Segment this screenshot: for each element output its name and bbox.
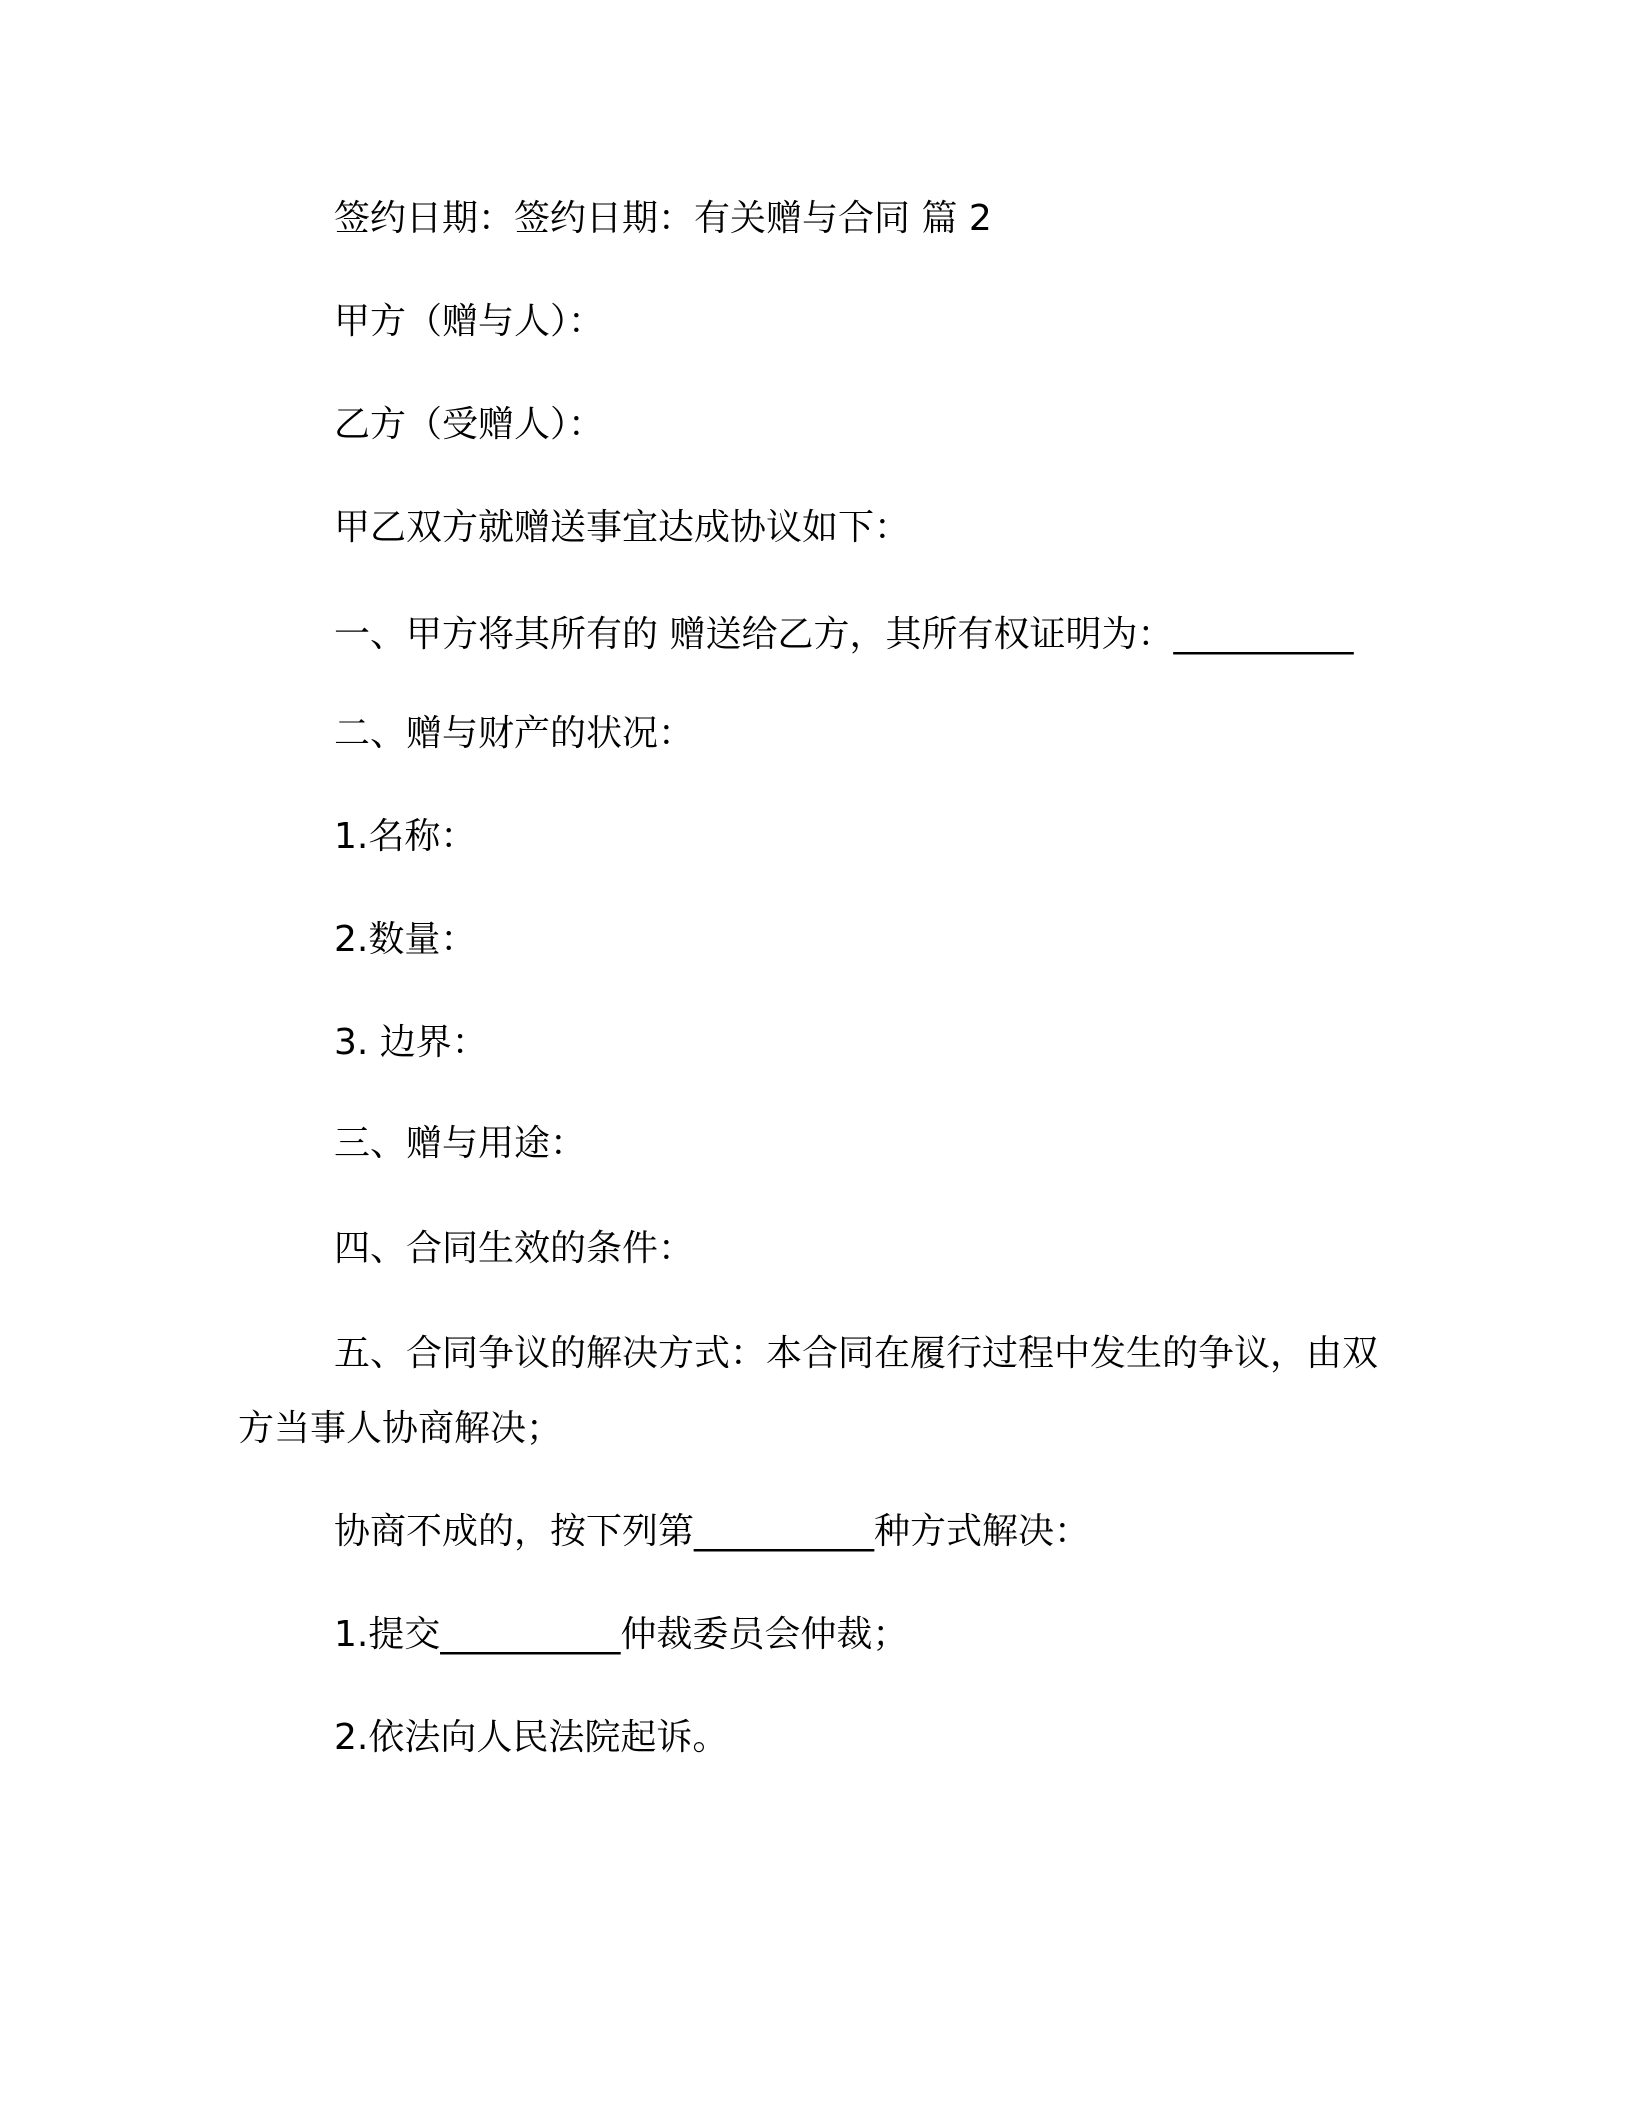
- party-b-line: 乙方（受赠人）：: [334, 404, 605, 445]
- clause-four: 四、合同生效的条件：: [334, 1228, 695, 1269]
- clause-one: 一、甲方将其所有的 赠送给乙方，其所有权证明为：__________: [334, 614, 1354, 655]
- item-quantity: 2.数量：: [334, 919, 477, 960]
- option-arbitration: 1.提交__________仲裁委员会仲裁；: [334, 1614, 909, 1655]
- option-court: 2.依法向人民法院起诉。: [334, 1717, 729, 1758]
- agreement-intro: 甲乙双方就赠送事宜达成协议如下：: [334, 507, 911, 548]
- clause-two: 二、赠与财产的状况：: [334, 713, 695, 754]
- clause-three: 三、赠与用途：: [334, 1123, 587, 1164]
- item-boundary: 3. 边界：: [334, 1022, 488, 1063]
- party-a-line: 甲方（赠与人）：: [334, 301, 605, 342]
- clause-five: 五、合同争议的解决方式：本合同在履行过程中发生的争议，由双方当事人协商解决；: [238, 1333, 1379, 1449]
- item-name: 1.名称：: [334, 816, 477, 857]
- signing-date-heading: 签约日期：签约日期：有关赠与合同 篇 2: [334, 198, 992, 239]
- negotiation-failure-line: 协商不成的，按下列第__________种方式解决：: [334, 1511, 1091, 1552]
